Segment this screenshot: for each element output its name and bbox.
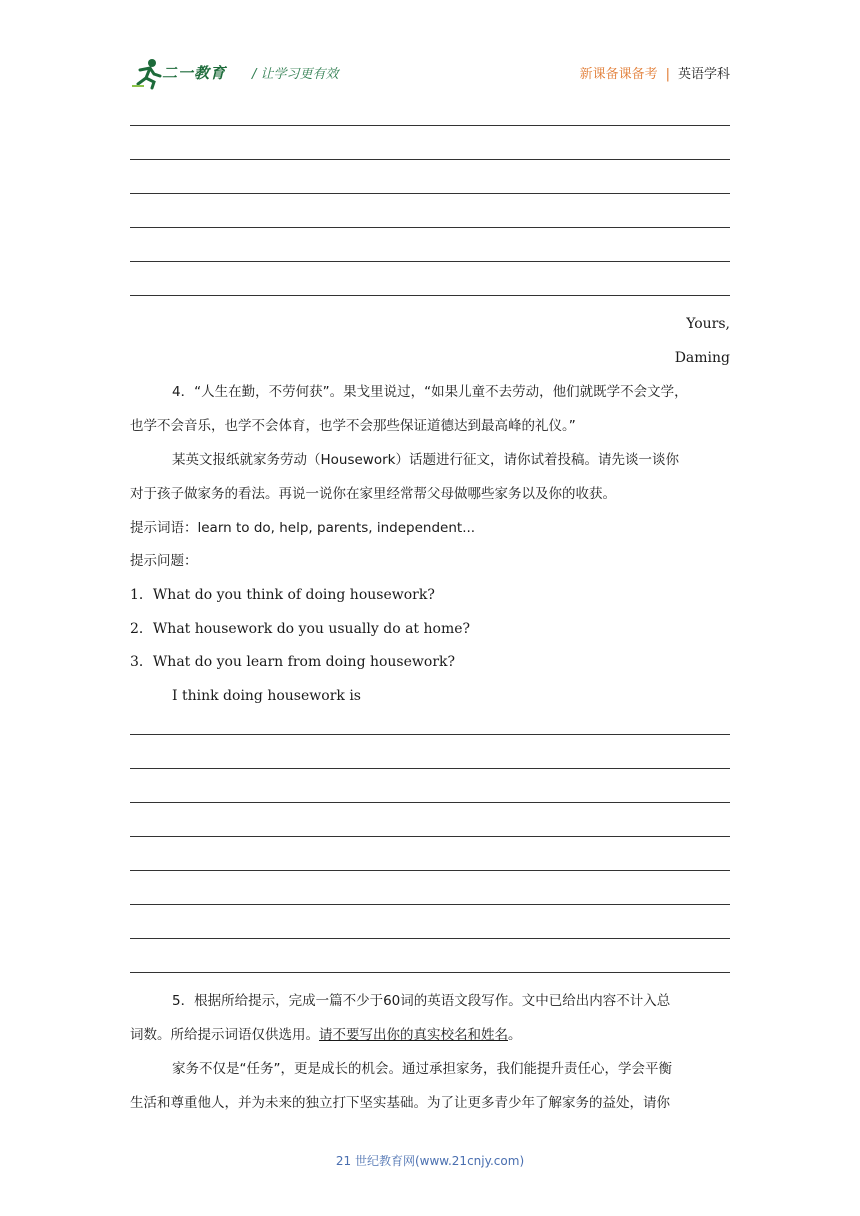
q4-hint-question: 1．What do you think of doing housework? [130, 587, 435, 603]
q5-paragraph-line: 家务不仅是“任务”，更是成长的机会。通过承担家务，我们能提升责任心，学会平衡 [172, 1061, 672, 1077]
writing-line[interactable] [130, 261, 730, 262]
q4-hint-question: 3．What do you learn from doing housework? [130, 654, 456, 670]
writing-line[interactable] [130, 193, 730, 194]
writing-line[interactable] [130, 768, 730, 769]
page-footer[interactable]: 21 世纪教育网(www.21cnjy.com) [335, 1154, 525, 1168]
letter-signature: Daming [674, 350, 730, 366]
writing-line[interactable] [130, 734, 730, 735]
writing-line[interactable] [130, 159, 730, 160]
q5-paragraph-line [130, 1025, 522, 1045]
writing-line[interactable] [130, 125, 730, 126]
header-course: 新课备课备考 [579, 67, 658, 82]
q4-hint-question: 2．What housework do you usually do at home? [130, 621, 471, 637]
writing-line[interactable] [130, 938, 730, 939]
writing-line[interactable] [130, 904, 730, 905]
q5-paragraph-line: 生活和尊重他人，并为未来的独立打下坚实基础。为了让更多青少年了解家务的益处，请你 [130, 1095, 670, 1111]
logo-text: 二一教育 [162, 64, 227, 82]
header-subject-label: 英语学科 [677, 67, 730, 82]
writing-line[interactable] [130, 227, 730, 228]
writing-line[interactable] [130, 836, 730, 837]
q5-instruction: 词数。所给提示词语仅供选用。 [130, 1027, 319, 1043]
logo [130, 56, 240, 92]
q4-paragraph-line: 也学不会音乐，也学不会体育，也学不会那些保证道德达到最高峰的礼仪。” [130, 418, 576, 434]
header-subject [580, 63, 730, 82]
slogan: / 让学习更有效 [252, 67, 339, 82]
q4-paragraph-line: 对于孩子做家务的看法。再说一说你在家里经常帮父母做哪些家务以及你的收获。 [130, 486, 616, 502]
writing-line[interactable] [130, 295, 730, 296]
writing-line[interactable] [130, 972, 730, 973]
q5-paragraph-line: 5．根据所给提示，完成一篇不少于60词的英语文段写作。文中已给出内容不计入总 [172, 993, 671, 1009]
q5-warning-underlined: 请不要写出你的真实校名和姓名 [319, 1027, 508, 1043]
q4-paragraph-line: 4．“人生在勤，不劳何获”。果戈里说过，“如果儿童不去劳动，他们就既学不会文学， [172, 384, 688, 400]
page-header [130, 56, 730, 92]
q5-period: 。 [508, 1027, 522, 1043]
header-divider: | [665, 67, 670, 82]
q4-hint-words: 提示词语：learn to do, help, parents, independent... [130, 520, 476, 536]
q4-paragraph-line: 某英文报纸就家务劳动（Housework）话题进行征文，请你试着投稿。请先谈一谈你 [172, 452, 679, 468]
q4-start-sentence: I think doing housework is [172, 688, 361, 704]
writing-line[interactable] [130, 870, 730, 871]
writing-line[interactable] [130, 802, 730, 803]
runner-logo-icon [130, 56, 164, 90]
letter-closing: Yours, [686, 316, 730, 332]
q4-hint-label: 提示问题： [130, 553, 198, 569]
